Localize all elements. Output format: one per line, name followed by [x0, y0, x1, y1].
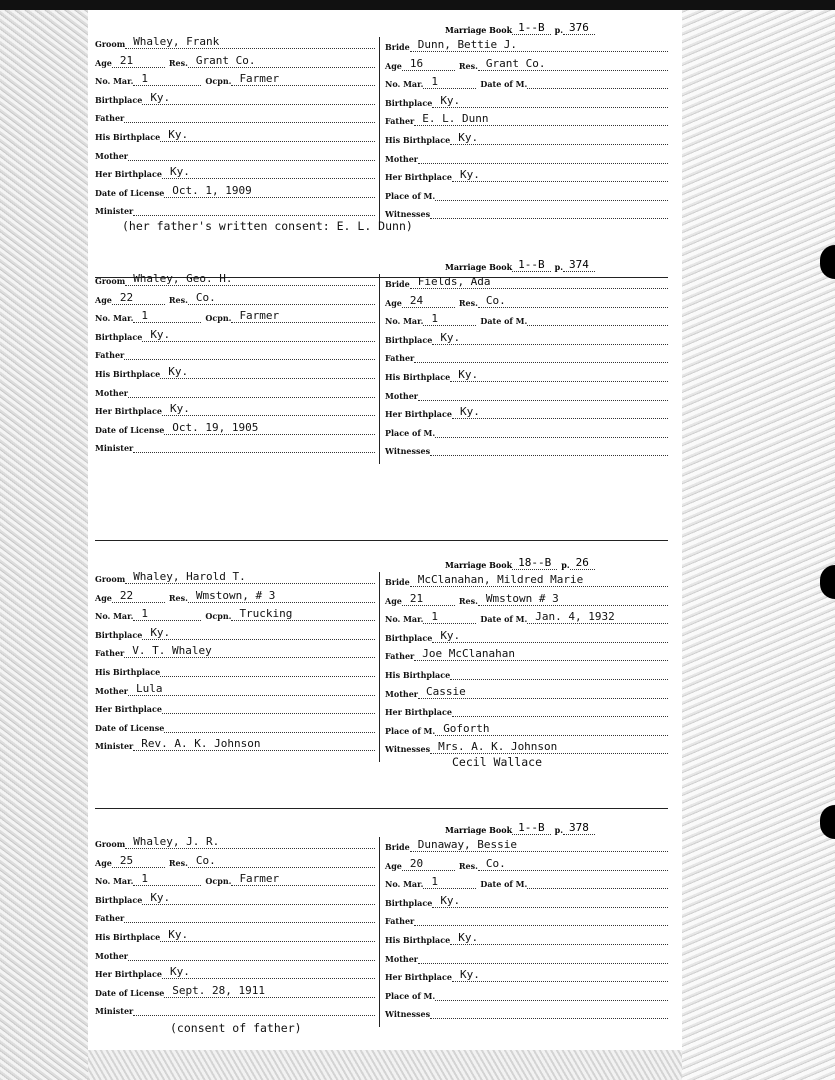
witnesses-value: Mrs. A. K. Johnson [430, 740, 668, 754]
marriage-book-ref [445, 556, 595, 570]
form-row [385, 736, 668, 754]
column-divider [379, 37, 380, 227]
witnesses-label: Witnesses [385, 209, 431, 220]
witnesses-label: Witnesses [385, 744, 431, 755]
ocpn-label: Ocpn. [205, 611, 232, 622]
form-row [95, 715, 375, 733]
res-label: Res. [458, 595, 478, 606]
bride-value: Fields, Ada [410, 275, 668, 289]
age-value: 20 [402, 857, 455, 871]
marriage-book-value: 1--B [512, 258, 551, 272]
his-birthplace-label: His Birthplace [95, 932, 161, 942]
page-label: p. [554, 825, 564, 835]
form-row [95, 831, 375, 849]
age-label: Age [385, 595, 402, 606]
page-label: p. [561, 560, 570, 570]
form-row [95, 733, 375, 751]
res-label: Res. [168, 57, 188, 68]
ocpn-value: Farmer [231, 72, 375, 86]
her-birthplace-label: Her Birthplace [385, 409, 452, 420]
bride-value: Dunaway, Bessie [410, 838, 668, 852]
marriage-book-ref [445, 821, 595, 835]
birthplace-value: Ky. [142, 328, 375, 342]
birthplace-value: Ky. [142, 891, 375, 905]
date-of-license-value: Oct. 1, 1909 [164, 184, 375, 198]
form-row [95, 342, 375, 360]
no-mar-label: No. Mar. [95, 76, 134, 87]
form-row [95, 417, 375, 435]
form-row [95, 143, 375, 161]
form-row [95, 678, 375, 696]
date-of-m-label: Date of M. [480, 316, 528, 327]
his-birthplace-value: Ky. [160, 128, 375, 142]
form-row [385, 699, 668, 717]
res-label: Res. [458, 860, 478, 871]
date-of-m-value: Jan. 4, 1932 [527, 610, 668, 624]
form-row [385, 681, 668, 699]
his-birthplace-value: Ky. [160, 365, 375, 379]
father-label: Father [95, 113, 125, 124]
record-separator [95, 808, 668, 809]
form-row [95, 380, 375, 398]
birthplace-label: Birthplace [385, 632, 433, 643]
mother-label: Mother [95, 387, 129, 398]
groom-value: Whaley, Geo. H. [125, 272, 375, 286]
form-row [385, 871, 668, 889]
minister-value [133, 1015, 375, 1016]
mother-label: Mother [385, 390, 419, 401]
form-row [385, 34, 668, 52]
form-row [95, 105, 375, 123]
form-row [385, 606, 668, 624]
form-row [95, 943, 375, 961]
age-label: Age [95, 857, 112, 868]
column-divider [379, 274, 380, 464]
no-mar-value: 1 [133, 607, 201, 621]
ocpn-value: Farmer [231, 872, 375, 886]
form-row [95, 905, 375, 923]
form-row [385, 183, 668, 201]
form-row [95, 850, 375, 868]
her-birthplace-label: Her Birthplace [95, 704, 162, 715]
her-birthplace-value: Ky. [162, 165, 375, 179]
place-of-m-label: Place of M. [385, 725, 436, 736]
page-value: 374 [563, 258, 595, 272]
date-of-license-value: Oct. 19, 1905 [164, 421, 375, 435]
form-row [95, 324, 375, 342]
form-row [385, 71, 668, 89]
father-label: Father [385, 353, 415, 364]
no-mar-label: No. Mar. [95, 313, 134, 324]
form-row [385, 53, 668, 71]
her-birthplace-label: Her Birthplace [385, 707, 452, 718]
groom-label: Groom [95, 574, 126, 584]
bride-label: Bride [385, 842, 410, 852]
witnesses-value [430, 218, 668, 219]
res-value: Wmstown, # 3 [188, 589, 375, 603]
form-row [385, 146, 668, 164]
form-row [385, 438, 668, 456]
res-value: Co. [188, 291, 375, 305]
birthplace-label: Birthplace [385, 97, 433, 108]
form-row [385, 853, 668, 871]
form-row [385, 1001, 668, 1019]
father-label: Father [95, 648, 125, 659]
res-label: Res. [458, 60, 478, 71]
his-birthplace-label: His Birthplace [385, 935, 451, 945]
form-row [385, 345, 668, 363]
birthplace-label: Birthplace [95, 94, 143, 105]
age-label: Age [95, 592, 112, 603]
age-label: Age [385, 60, 402, 71]
his-birthplace-value: Ky. [450, 131, 668, 145]
res-label: Res. [168, 592, 188, 603]
mother-label: Mother [385, 153, 419, 164]
page-label: p. [554, 262, 564, 272]
bride-value: McClanahan, Mildred Marie [410, 573, 668, 587]
marriage-book-value: 1--B [512, 821, 551, 835]
groom-value: Whaley, J. R. [125, 835, 375, 849]
age-value: 22 [112, 589, 165, 603]
date-of-m-label: Date of M. [480, 879, 528, 890]
scan-top-edge [0, 0, 835, 10]
marriage-book-value: 1--B [512, 21, 551, 35]
no-mar-value: 1 [133, 872, 201, 886]
age-label: Age [95, 57, 112, 68]
res-label: Res. [168, 857, 188, 868]
age-label: Age [385, 860, 402, 871]
marriage-book-value: 18--B [512, 556, 557, 570]
no-mar-value: 1 [423, 312, 476, 326]
age-value: 16 [402, 57, 455, 71]
form-row [95, 924, 375, 942]
birthplace-label: Birthplace [385, 897, 433, 908]
mother-value: Cassie [418, 685, 668, 699]
witnesses-value [430, 1018, 668, 1019]
his-birthplace-label: His Birthplace [95, 369, 161, 379]
marriage-record [95, 556, 670, 771]
form-row [95, 868, 375, 886]
res-value: Grant Co. [188, 54, 375, 68]
page-value: 376 [563, 21, 595, 35]
form-row [95, 361, 375, 379]
form-row [95, 998, 375, 1016]
her-birthplace-value: Ky. [452, 968, 668, 982]
form-row [95, 161, 375, 179]
scan-right-margin [682, 10, 835, 1080]
age-value: 24 [402, 294, 455, 308]
his-birthplace-label: His Birthplace [385, 135, 451, 145]
her-birthplace-value: Ky. [452, 405, 668, 419]
her-birthplace-label: Her Birthplace [385, 972, 452, 983]
form-row [385, 890, 668, 908]
form-row [95, 659, 375, 677]
date-of-m-label: Date of M. [480, 79, 528, 90]
form-row [95, 268, 375, 286]
minister-label: Minister [95, 206, 134, 217]
form-row [385, 964, 668, 982]
father-label: Father [95, 350, 125, 361]
ocpn-value: Trucking [231, 607, 375, 621]
form-row [385, 718, 668, 736]
his-birthplace-label: His Birthplace [95, 132, 161, 142]
form-row [95, 622, 375, 640]
res-value: Co. [478, 294, 668, 308]
his-birthplace-label: His Birthplace [385, 670, 451, 680]
her-birthplace-value: Ky. [162, 402, 375, 416]
form-row [95, 124, 375, 142]
column-divider [379, 837, 380, 1027]
form-row [95, 198, 375, 216]
marriage-book-label: Marriage Book [445, 262, 513, 272]
father-label: Father [385, 651, 415, 662]
form-row [95, 87, 375, 105]
birthplace-value: Ky. [432, 94, 668, 108]
no-mar-label: No. Mar. [95, 876, 134, 887]
ocpn-label: Ocpn. [205, 76, 232, 87]
her-birthplace-label: Her Birthplace [95, 406, 162, 417]
form-row [95, 980, 375, 998]
groom-label: Groom [95, 39, 126, 49]
mother-value: Lula [128, 682, 375, 696]
form-row [385, 271, 668, 289]
birthplace-value: Ky. [142, 91, 375, 105]
father-label: Father [95, 913, 125, 924]
bride-value: Dunn, Bettie J. [410, 38, 668, 52]
date-of-license-label: Date of License [95, 987, 165, 998]
marriage-record [95, 821, 670, 1036]
groom-value: Whaley, Harold T. [125, 570, 375, 584]
bride-label: Bride [385, 279, 410, 289]
birthplace-label: Birthplace [95, 331, 143, 342]
no-mar-label: No. Mar. [385, 879, 424, 890]
father-value: V. T. Whaley [124, 644, 375, 658]
form-row [95, 640, 375, 658]
res-value: Grant Co. [478, 57, 668, 71]
minister-value: Rev. A. K. Johnson [133, 737, 375, 751]
witnesses-label: Witnesses [385, 1009, 431, 1020]
place-of-m-label: Place of M. [385, 190, 436, 201]
form-row [385, 308, 668, 326]
form-row [385, 643, 668, 661]
form-row [95, 696, 375, 714]
his-birthplace-label: His Birthplace [95, 667, 161, 677]
father-label: Father [385, 916, 415, 927]
mother-label: Mother [95, 150, 129, 161]
form-row [385, 290, 668, 308]
form-row [95, 31, 375, 49]
form-row [95, 305, 375, 323]
res-label: Res. [458, 297, 478, 308]
form-row [385, 834, 668, 852]
form-row [385, 327, 668, 345]
form-row [385, 164, 668, 182]
father-label: Father [385, 116, 415, 127]
marriage-book-label: Marriage Book [445, 825, 513, 835]
place-of-m-label: Place of M. [385, 990, 436, 1001]
mother-label: Mother [95, 950, 129, 961]
form-row [385, 201, 668, 219]
ocpn-label: Ocpn. [205, 876, 232, 887]
form-row [95, 961, 375, 979]
witnesses-value [430, 455, 668, 456]
witnesses-label: Witnesses [385, 446, 431, 457]
form-row [385, 420, 668, 438]
his-birthplace-value: Ky. [450, 931, 668, 945]
record-separator [95, 540, 668, 541]
her-birthplace-value: Ky. [452, 168, 668, 182]
age-value: 21 [402, 592, 455, 606]
birthplace-value: Ky. [432, 894, 668, 908]
birthplace-value: Ky. [142, 626, 375, 640]
bride-label: Bride [385, 577, 410, 587]
form-row [95, 435, 375, 453]
form-row [95, 180, 375, 198]
no-mar-value: 1 [133, 72, 201, 86]
res-label: Res. [168, 294, 188, 305]
minister-value [133, 452, 375, 453]
page-value: 26 [570, 556, 595, 570]
form-row [95, 50, 375, 68]
marriage-book-label: Marriage Book [445, 25, 513, 35]
no-mar-value: 1 [423, 75, 476, 89]
record-note: (her father's written consent: E. L. Dunn) [122, 219, 413, 233]
marriage-book-label: Marriage Book [445, 560, 513, 570]
her-birthplace-label: Her Birthplace [95, 969, 162, 980]
birthplace-value: Ky. [432, 629, 668, 643]
his-birthplace-value: Ky. [450, 368, 668, 382]
page-value: 378 [563, 821, 595, 835]
res-value: Wmstown # 3 [478, 592, 668, 606]
marriage-record [95, 258, 670, 473]
form-row [385, 108, 668, 126]
date-of-license-value: Sept. 28, 1911 [164, 984, 375, 998]
form-row [385, 401, 668, 419]
res-value: Co. [188, 854, 375, 868]
minister-label: Minister [95, 443, 134, 454]
age-value: 25 [112, 854, 165, 868]
form-row [95, 603, 375, 621]
form-row [385, 569, 668, 587]
groom-label: Groom [95, 839, 126, 849]
birthplace-label: Birthplace [385, 334, 433, 345]
mother-label: Mother [95, 685, 129, 696]
record-note: (consent of father) [170, 1021, 302, 1035]
date-of-license-label: Date of License [95, 424, 165, 435]
form-row [385, 364, 668, 382]
ocpn-value: Farmer [231, 309, 375, 323]
mother-label: Mother [385, 688, 419, 699]
age-value: 22 [112, 291, 165, 305]
form-row [385, 662, 668, 680]
her-birthplace-label: Her Birthplace [95, 169, 162, 180]
birthplace-label: Birthplace [95, 894, 143, 905]
scan-bottom-edge [88, 1050, 682, 1080]
form-row [385, 625, 668, 643]
no-mar-value: 1 [423, 610, 476, 624]
form-row [95, 398, 375, 416]
age-value: 21 [112, 54, 165, 68]
minister-label: Minister [95, 741, 134, 752]
ocpn-label: Ocpn. [205, 313, 232, 324]
form-row [95, 68, 375, 86]
form-row [385, 927, 668, 945]
father-value: Joe McClanahan [414, 647, 668, 661]
no-mar-label: No. Mar. [95, 611, 134, 622]
form-row [95, 585, 375, 603]
bride-label: Bride [385, 42, 410, 52]
form-row [385, 383, 668, 401]
form-row [385, 946, 668, 964]
no-mar-label: No. Mar. [385, 614, 424, 625]
her-birthplace-value: Ky. [162, 965, 375, 979]
birthplace-label: Birthplace [95, 629, 143, 640]
form-row [95, 287, 375, 305]
place-of-m-label: Place of M. [385, 427, 436, 438]
her-birthplace-label: Her Birthplace [385, 172, 452, 183]
his-birthplace-label: His Birthplace [385, 372, 451, 382]
father-value: E. L. Dunn [414, 112, 668, 126]
birthplace-value: Ky. [432, 331, 668, 345]
form-row [385, 983, 668, 1001]
marriage-record [95, 21, 670, 236]
date-of-m-label: Date of M. [480, 614, 528, 625]
scan-left-margin [0, 10, 88, 1080]
no-mar-label: No. Mar. [385, 79, 424, 90]
groom-label: Groom [95, 276, 126, 286]
form-row [95, 887, 375, 905]
marriage-book-ref [445, 258, 595, 272]
age-label: Age [385, 297, 402, 308]
groom-value: Whaley, Frank [125, 35, 375, 49]
minister-value [133, 215, 375, 216]
date-of-license-label: Date of License [95, 722, 165, 733]
column-divider [379, 572, 380, 762]
form-row [385, 588, 668, 606]
form-row [95, 566, 375, 584]
place-of-m-value: Goforth [435, 722, 668, 736]
form-row [385, 90, 668, 108]
form-row [385, 127, 668, 145]
no-mar-label: No. Mar. [385, 316, 424, 327]
no-mar-value: 1 [133, 309, 201, 323]
mother-label: Mother [385, 953, 419, 964]
his-birthplace-value: Ky. [160, 928, 375, 942]
marriage-book-ref [445, 21, 595, 35]
form-row [385, 908, 668, 926]
age-label: Age [95, 294, 112, 305]
minister-label: Minister [95, 1006, 134, 1017]
witness-extra: Cecil Wallace [452, 755, 543, 769]
res-value: Co. [478, 857, 668, 871]
date-of-license-label: Date of License [95, 187, 165, 198]
page-label: p. [554, 25, 564, 35]
no-mar-value: 1 [423, 875, 476, 889]
